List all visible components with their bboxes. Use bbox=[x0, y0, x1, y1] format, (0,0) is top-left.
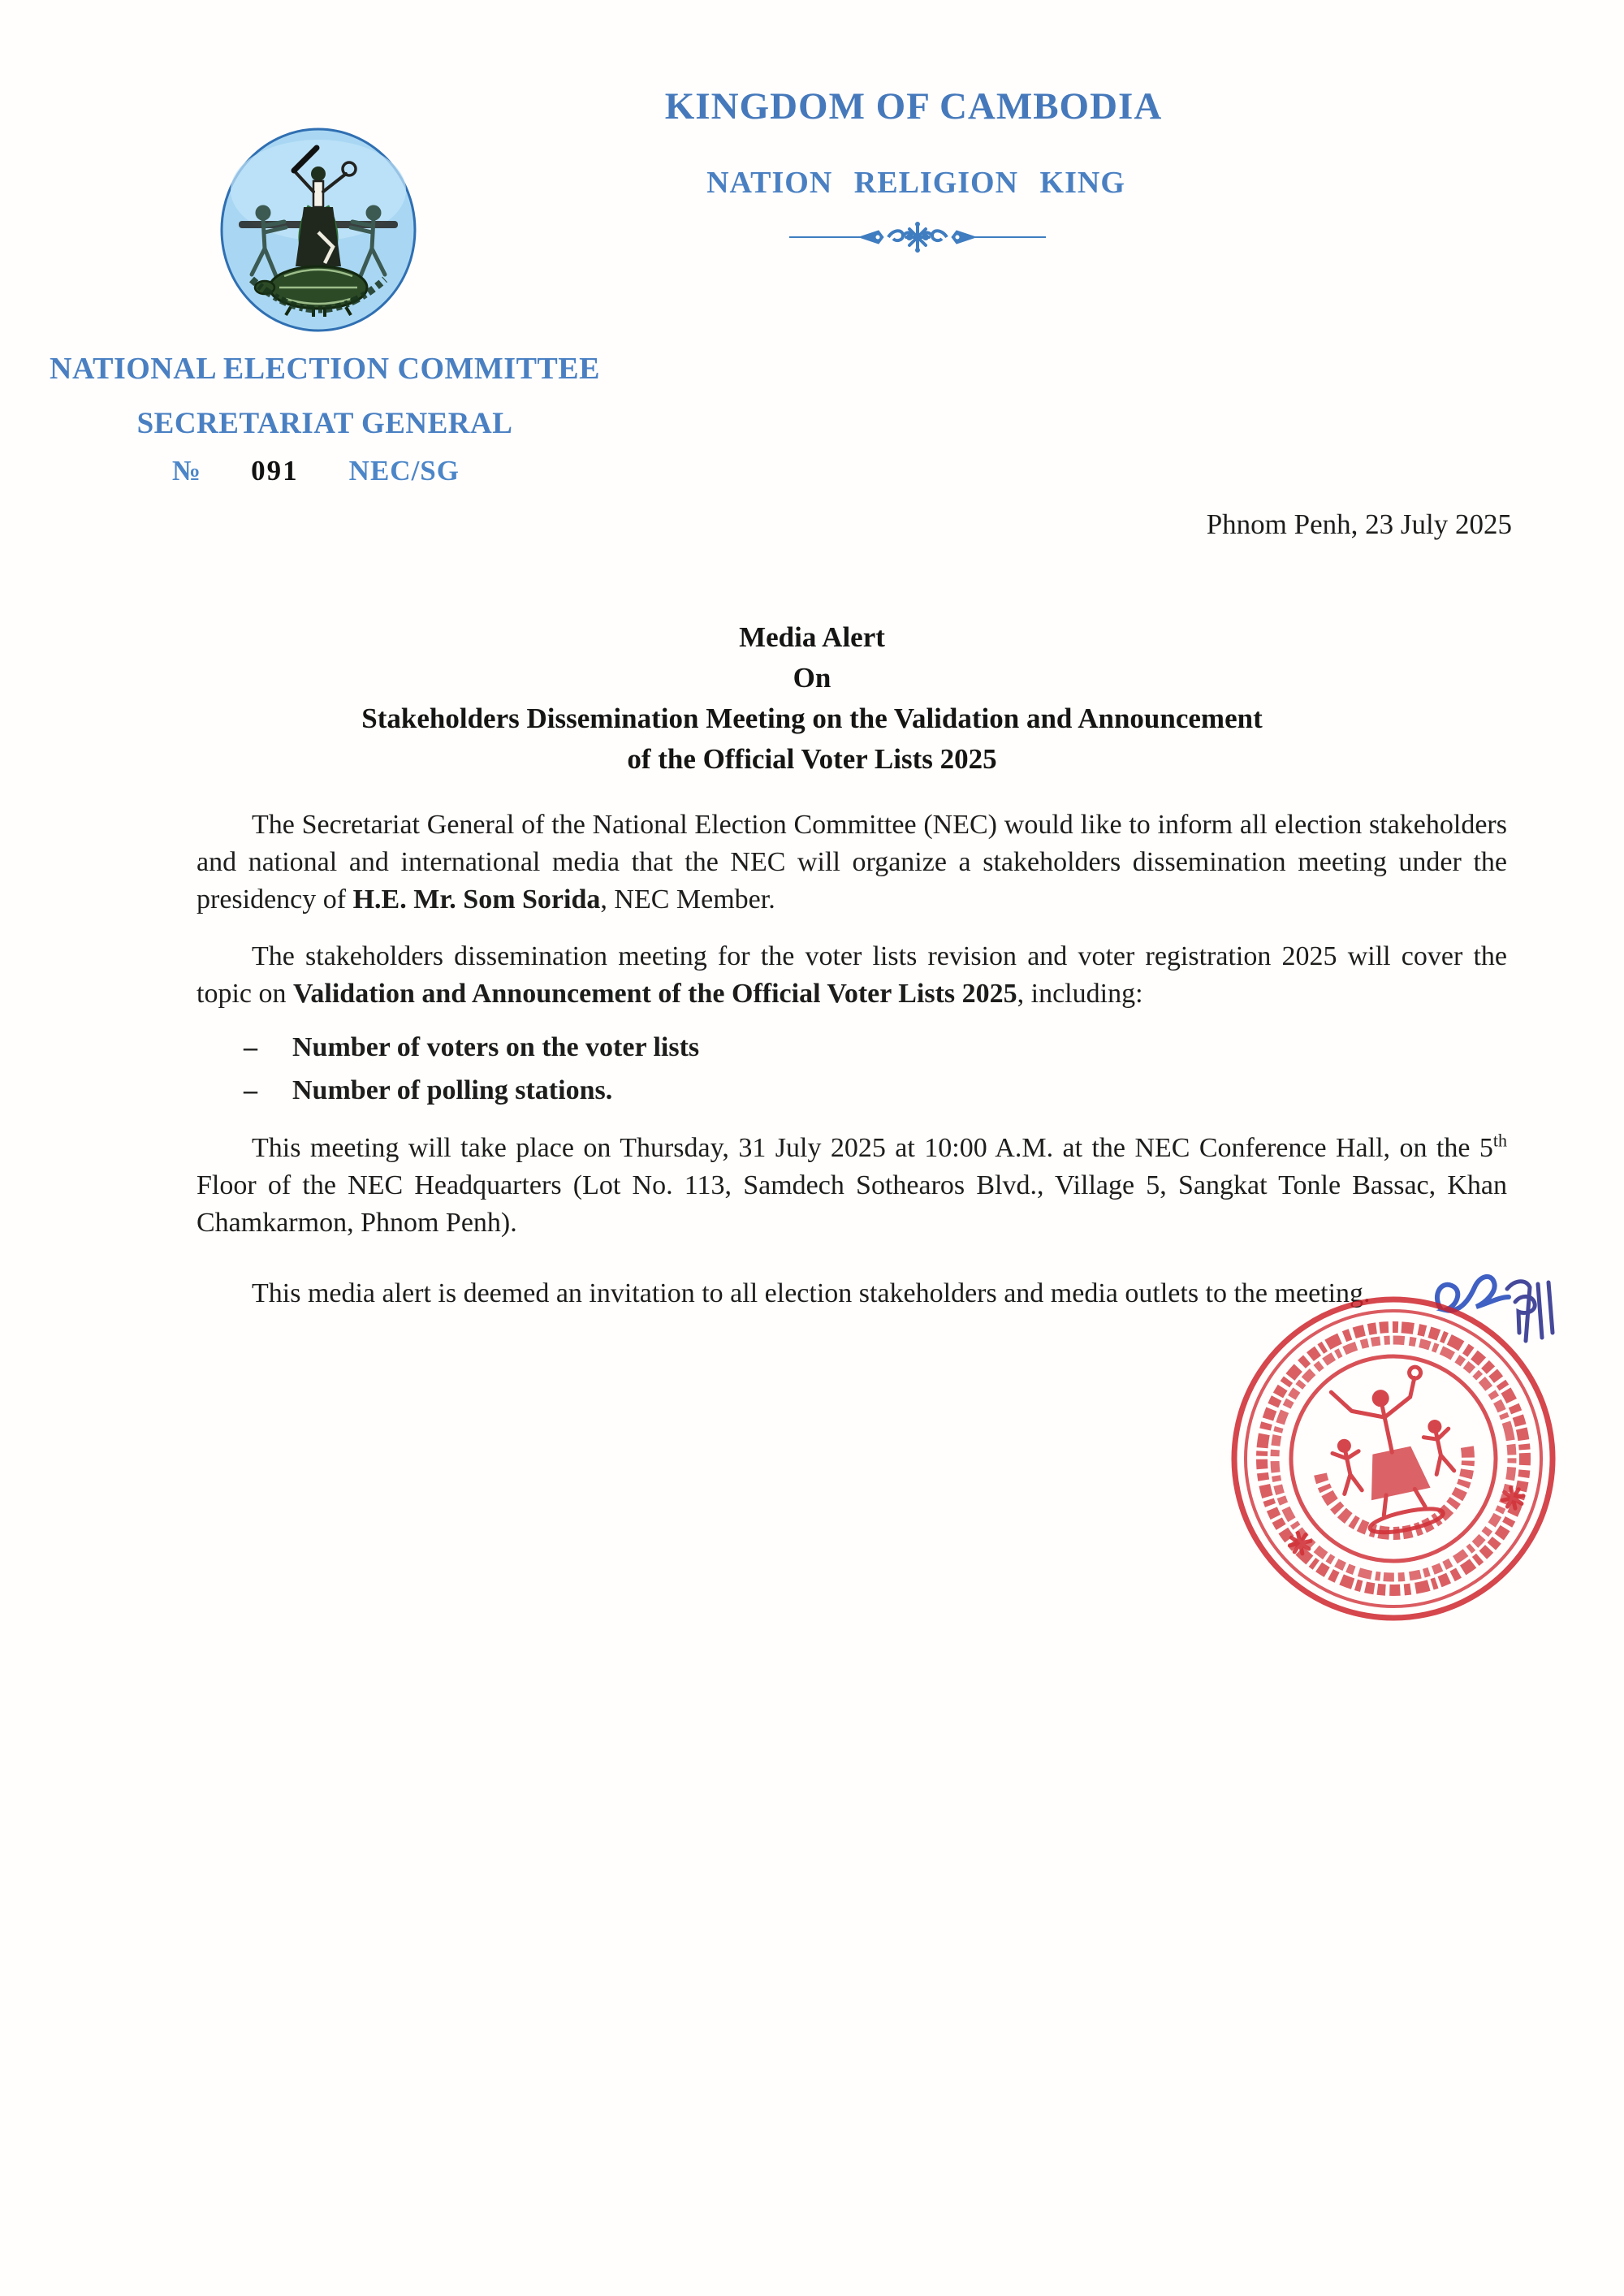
paragraph-3-tail: Floor of the NEC Headquarters (Lot No. 113, Samdech Sothearos Blvd., Village 5, Sangkat Tonle Bassac, Khan Chamkarmon, Phnom Penh). bbox=[197, 1170, 1507, 1238]
document-title bbox=[0, 617, 1624, 780]
body-text bbox=[197, 806, 1507, 1352]
list-item-text: Number of polling stations. bbox=[292, 1075, 613, 1105]
ref-no-suffix: NEC/SG bbox=[348, 455, 460, 486]
motto-line: NATION RELIGION KING bbox=[706, 166, 1125, 200]
dateline: Phnom Penh, 23 July 2025 bbox=[1206, 508, 1512, 540]
list-item-text: Number of voters on the voter lists bbox=[292, 1032, 700, 1062]
paragraph-2-tail: , including: bbox=[1017, 979, 1143, 1009]
topic-list bbox=[197, 1026, 1507, 1112]
paragraph-1-text: The Secretariat General of the National Election Committee (NEC) would like to inform all election stakeholders and national and international media that the NEC will organize a stakeholders dissemination meeting under the presidency of bbox=[197, 810, 1507, 915]
ref-no-symbol: № bbox=[172, 455, 201, 486]
paragraph-3 bbox=[197, 1130, 1507, 1242]
ornament-divider-icon bbox=[788, 221, 1047, 253]
bullet-dash: – bbox=[244, 1032, 257, 1062]
title-line-1: Media Alert bbox=[739, 621, 885, 653]
paragraph-2 bbox=[197, 938, 1507, 1013]
paragraph-4-text: This media alert is deemed an invitation to all election stakeholders and media outlets to the meeting. bbox=[252, 1278, 1371, 1308]
ref-no-value: 091 bbox=[251, 455, 299, 486]
list-item bbox=[244, 1026, 1507, 1069]
list-item bbox=[244, 1069, 1507, 1112]
paragraph-3-text: This meeting will take place on Thursday, 31 July 2025 at 10:00 A.M. at the NEC Conference Hall, on the 5 bbox=[252, 1133, 1493, 1163]
reference-number-line bbox=[172, 455, 513, 487]
official-red-stamp-icon bbox=[1228, 1293, 1559, 1624]
title-line-3: Stakeholders Dissemination Meeting on the Validation and Announcement bbox=[361, 703, 1263, 734]
paragraph-1-tail: , NEC Member. bbox=[600, 884, 775, 915]
presidency-name: H.E. Mr. Som Sorida bbox=[352, 884, 601, 915]
org-name: NATIONAL ELECTION COMMITTEE bbox=[50, 352, 600, 386]
paragraph-2-text: The stakeholders dissemination meeting for the voter lists revision and voter registration 2025 will cover the topic on bbox=[197, 941, 1507, 1009]
nec-emblem-icon bbox=[218, 127, 419, 333]
kingdom-title: KINGDOM OF CAMBODIA bbox=[664, 85, 1163, 128]
title-line-2: On bbox=[793, 662, 831, 694]
topic-name: Validation and Announcement of the Official Voter Lists 2025 bbox=[292, 979, 1017, 1009]
title-line-4: of the Official Voter Lists 2025 bbox=[627, 743, 997, 775]
paragraph-1 bbox=[197, 806, 1507, 919]
org-subname: SECRETARIAT GENERAL bbox=[136, 407, 513, 440]
bullet-dash: – bbox=[244, 1075, 257, 1105]
ordinal-superscript: th bbox=[1492, 1130, 1507, 1151]
